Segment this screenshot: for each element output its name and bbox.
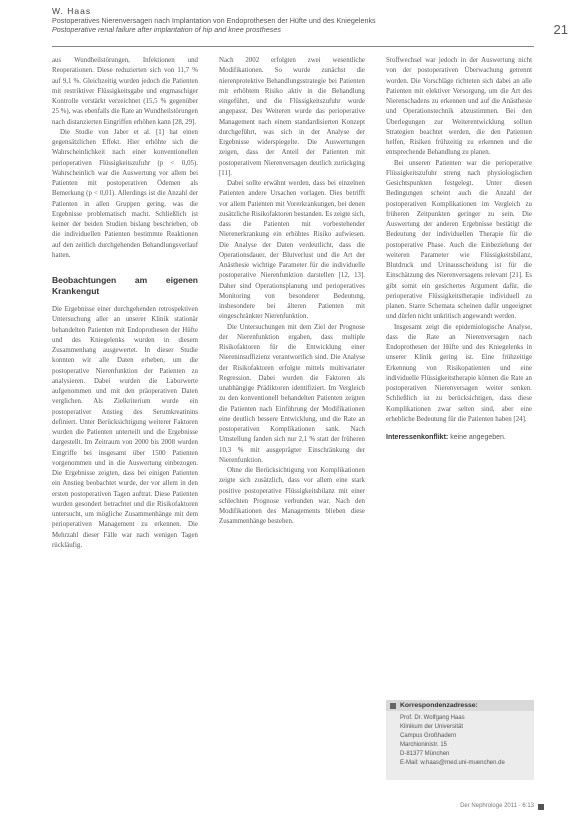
paragraph: Dabei sollte erwähnt werden, dass bei einzelnen Patienten andere Ursachen vorlagen. Dies betrifft vor allem Patienten mit Vorerkrankungen, bei denen zusätzliche Risikofaktoren bestanden. Es zeigte sich, dass die Patienten mit vorbestehender Nierenerkrankung ein erhöhtes Risiko aufwiesen. Die Analyse der Daten verdeutlicht, dass die Operationsdauer, der Blutverlust und die Art der Anästhesie wichtige Parameter für die individuelle postoperative Nierenfunktion darstellen [12, 13]. Daher sind Operationsplanung und perioperatives Monitoring von besonderer Bedeutung, insbesondere bei älteren Patienten mit eingeschränkter Nierenfunktion.	[219, 180, 365, 321]
address-line: D-81377 München	[400, 751, 450, 757]
text-column-3	[386, 56, 532, 443]
paragraph: Stoffwechsel war jedoch in der Auswertung nicht von der postoperativen Überwachung getrennt worden. Die Vorschläge richteten sich dabei an alle Patienten mit elektiver Versorgung, um die Art des Nierenschadens zu erkennen und auf die Anästhesie und Operationstechnik abzustimmen. Bei den Überlegungen zur Weiterentwicklung sollten Strategien beachtet werden, die den Patienten helfen, Risiken frühzeitig zu erkennen und die entsprechende Behandlung zu planen.	[386, 57, 532, 157]
paragraph: Insgesamt zeigt die epidemiologische Analyse, dass die Rate an Nierenversagen nach Endoprothesen der Hüfte und des Kniegelenks in unserer Klinik gering ist. Eine frühzeitige Erkennung von Risikopatienten und eine individuelle Flüssigkeitstherapie können die Rate an postoperativen Nierenversagen weiter senken. Schließlich ist zu berücksichtigen, dass diese Komplikationen zwar selten sind, aber eine erhebliche Bedeutung für die Patienten haben [24].	[386, 323, 532, 423]
running-author: W. Haas	[52, 6, 92, 16]
section-heading: Beobachtungen am eigenen Krankengut	[52, 275, 198, 296]
journal-footer: Der Nephrologe 2011 · 6:13	[460, 803, 534, 809]
paragraph: Die Ergebnisse einer durchgehenden retrospektiven Untersuchung aller an unserer Klinik stationär behandelten Patienten mit Endoprothesen der Hüfte und des Kniegelenks wurden in diesem Zusammenhang ausgewertet. In dieser Studie konnten wir alle Daten erheben, um die postoperative Nierenfunktion der Patienten zu analysieren. Dabei wurden die Laborwerte aufgenommen und mit den präoperativen Daten verglichen. Als Zielkriterium wurde ein postoperativer Anstieg des Serumkreatinins definiert. Unter Berücksichtigung weiterer Faktoren wurden die Patienten unterteilt und die Ergebnisse dargestellt. Im Zeitraum von 2000 bis 2008 wurden Eingriffe bei insgesamt über 1500 Patienten vorgenommen und in die Auswertung einbezogen. Die Ergebnisse zeigten, dass bei einigen Patienten ein Anstieg beobachtet wurde, der vor allem in den ersten postoperativen Tagen auftrat. Diese Patienten wurden gesondert betrachtet und die Risikofaktoren untersucht, um mögliche Zusammenhänge mit dem perioperativen Management zu erkennen. Die Mehrzahl dieser Fälle war nach wenigen Tagen rückläufig.	[52, 306, 198, 549]
correspondence-heading-text: Korrespondenzadresse:	[400, 702, 478, 709]
running-title-german: Postoperatives Nierenversagen nach Implantation von Endoprothesen der Hüfte und des Kniegelenks	[52, 16, 376, 25]
paragraph: Bei unseren Patienten war die perioperative Flüssigkeitszufuhr streng nach physiologischen Gesichtspunkten festgelegt. Unter diesen Bedingungen scheint auch die Anzahl der postoperativen Komplikationen im Vergleich zu früheren Zeitpunkten geringer zu sein. Die Auswertung der anderen Ergebnisse bestätigt die Bedeutung der individuellen Therapie für die postoperative Phase. Auch die Einbeziehung der weiteren Parameter wie Flüssigkeitsbilanz, Blutdruck und Urinausscheidung ist für die Einschätzung des Nierenversagens relevant [21]. Es gibt somit ein gesichertes Argument dafür, die perioperative Flüssigkeitstherapie individuell zu planen. Starre Schemata scheinen dafür ungeeignet und dürfen nicht unkritisch angewandt werden.	[386, 159, 532, 321]
address-line: Marchioninistr. 15	[400, 742, 448, 748]
text-column-2	[219, 56, 365, 528]
page-number: 21	[553, 22, 568, 37]
square-bullet-icon	[390, 703, 396, 709]
paragraph: Ohne die Berücksichtigung von Komplikationen zeigte sich zusätzlich, dass vor allem eine stark positive postoperative Flüssigkeitsbilanz mit einer schlechten Prognose verbunden war. Nach den Modifikationen des Managements blieben diese Zusammenhänge bestehen.	[219, 467, 365, 526]
coi-text: keine angegeben.	[450, 434, 506, 441]
text-column-1	[52, 56, 198, 551]
footer-square-icon	[538, 804, 544, 810]
correspondence-box	[386, 700, 534, 780]
address-line: E-Mail: w.haas@med.uni-muenchen.de	[400, 760, 505, 766]
conflict-of-interest	[386, 433, 532, 443]
paragraph: aus Wundheilstörungen, Infektionen und Reoperationen. Diese reduzierten sich von 11,7 % auf 9,1 %. Gleichzeitig wurden jedoch die Patienten mit restriktiver Flüssigkeitsgabe und engmaschiger Kontrolle verstärkt verzeichnet (15,5 % gegenüber 25 %), was ebenfalls die Rate an Wundheilstörungen nach distanzierten Eingriffen erhöhen kann [28, 29].	[52, 57, 198, 126]
paragraph: Nach 2002 erfolgten zwei wesentliche Modifikationen. So wurde zunächst die nierenprotektive Behandlungsstrategie bei Patienten mit erhöhtem Risiko aktiv in die Behandlung eingeführt, und die Flüssigkeitszufuhr wurde angepasst. Des Weiteren wurde das perioperative Management nach einem standardisierten Konzept durchgeführt, was sich in der Analyse der Ergebnisse widerspiegelte. Die Auswertungen zeigen, dass der Anteil der Patienten mit postoperativem Nierenversagen deutlich zurückging [11].	[219, 57, 365, 177]
paragraph: Die Untersuchungen mit dem Ziel der Prognose der Nierenfunktion ergaben, dass multiple Risikofaktoren für die Entwicklung einer Niereninsuffizienz verantwortlich sind. Die Analyse der Risikofaktoren erfolgte mittels multivariater Regression. Dabei wurden die Faktoren als unabhängige Prädiktoren identifiziert. Im Vergleich zu den konventionell behandelten Patienten zeigten die Patienten nach Einführung der Modifikationen eine deutlich bessere Entwicklung, und die Rate an postoperativen Komplikationen sank. Nach Umstellung fanden sich nur 2,1 % statt der früheren 10,3 % mit ausgeprägter Einschränkung der Nierenfunktion.	[219, 323, 365, 464]
correspondence-address	[386, 711, 534, 768]
address-line: Klinikum der Universität	[400, 724, 464, 730]
running-title-english: Postoperative renal failure after implantation of hip and knee prostheses	[52, 25, 281, 34]
address-line: Prof. Dr. Wolfgang Haas	[400, 715, 465, 721]
coi-label: Interessenkonflikt:	[386, 434, 449, 441]
correspondence-heading	[386, 700, 534, 711]
address-line: Campus Großhadern	[400, 733, 457, 739]
paragraph: Die Studie von Jaber et al. [1] hat einen gegensätzlichen Effekt. Hier erhöhte sich die Wahrscheinlichkeit nach einer konventionellen perioperativen Flüssigkeitszufuhr (p < 0,05). Wahrscheinlich war die Auswertung vor allem bei Patienten mit postoperativen Ödemen als Bemerkung (p < 0,01). Allerdings ist die Anzahl der Patienten in allen Gruppen gering, was die Ergebnisse problematisch macht. Schließlich ist keiner der beiden Studien bislang beschrieben, ob die individuellen Patienten bestimmte Reaktionen auf den zeitlich durchgehenden Behandlungsverlauf hatten.	[52, 128, 198, 259]
page-header	[52, 6, 532, 46]
header-rule	[52, 46, 534, 47]
